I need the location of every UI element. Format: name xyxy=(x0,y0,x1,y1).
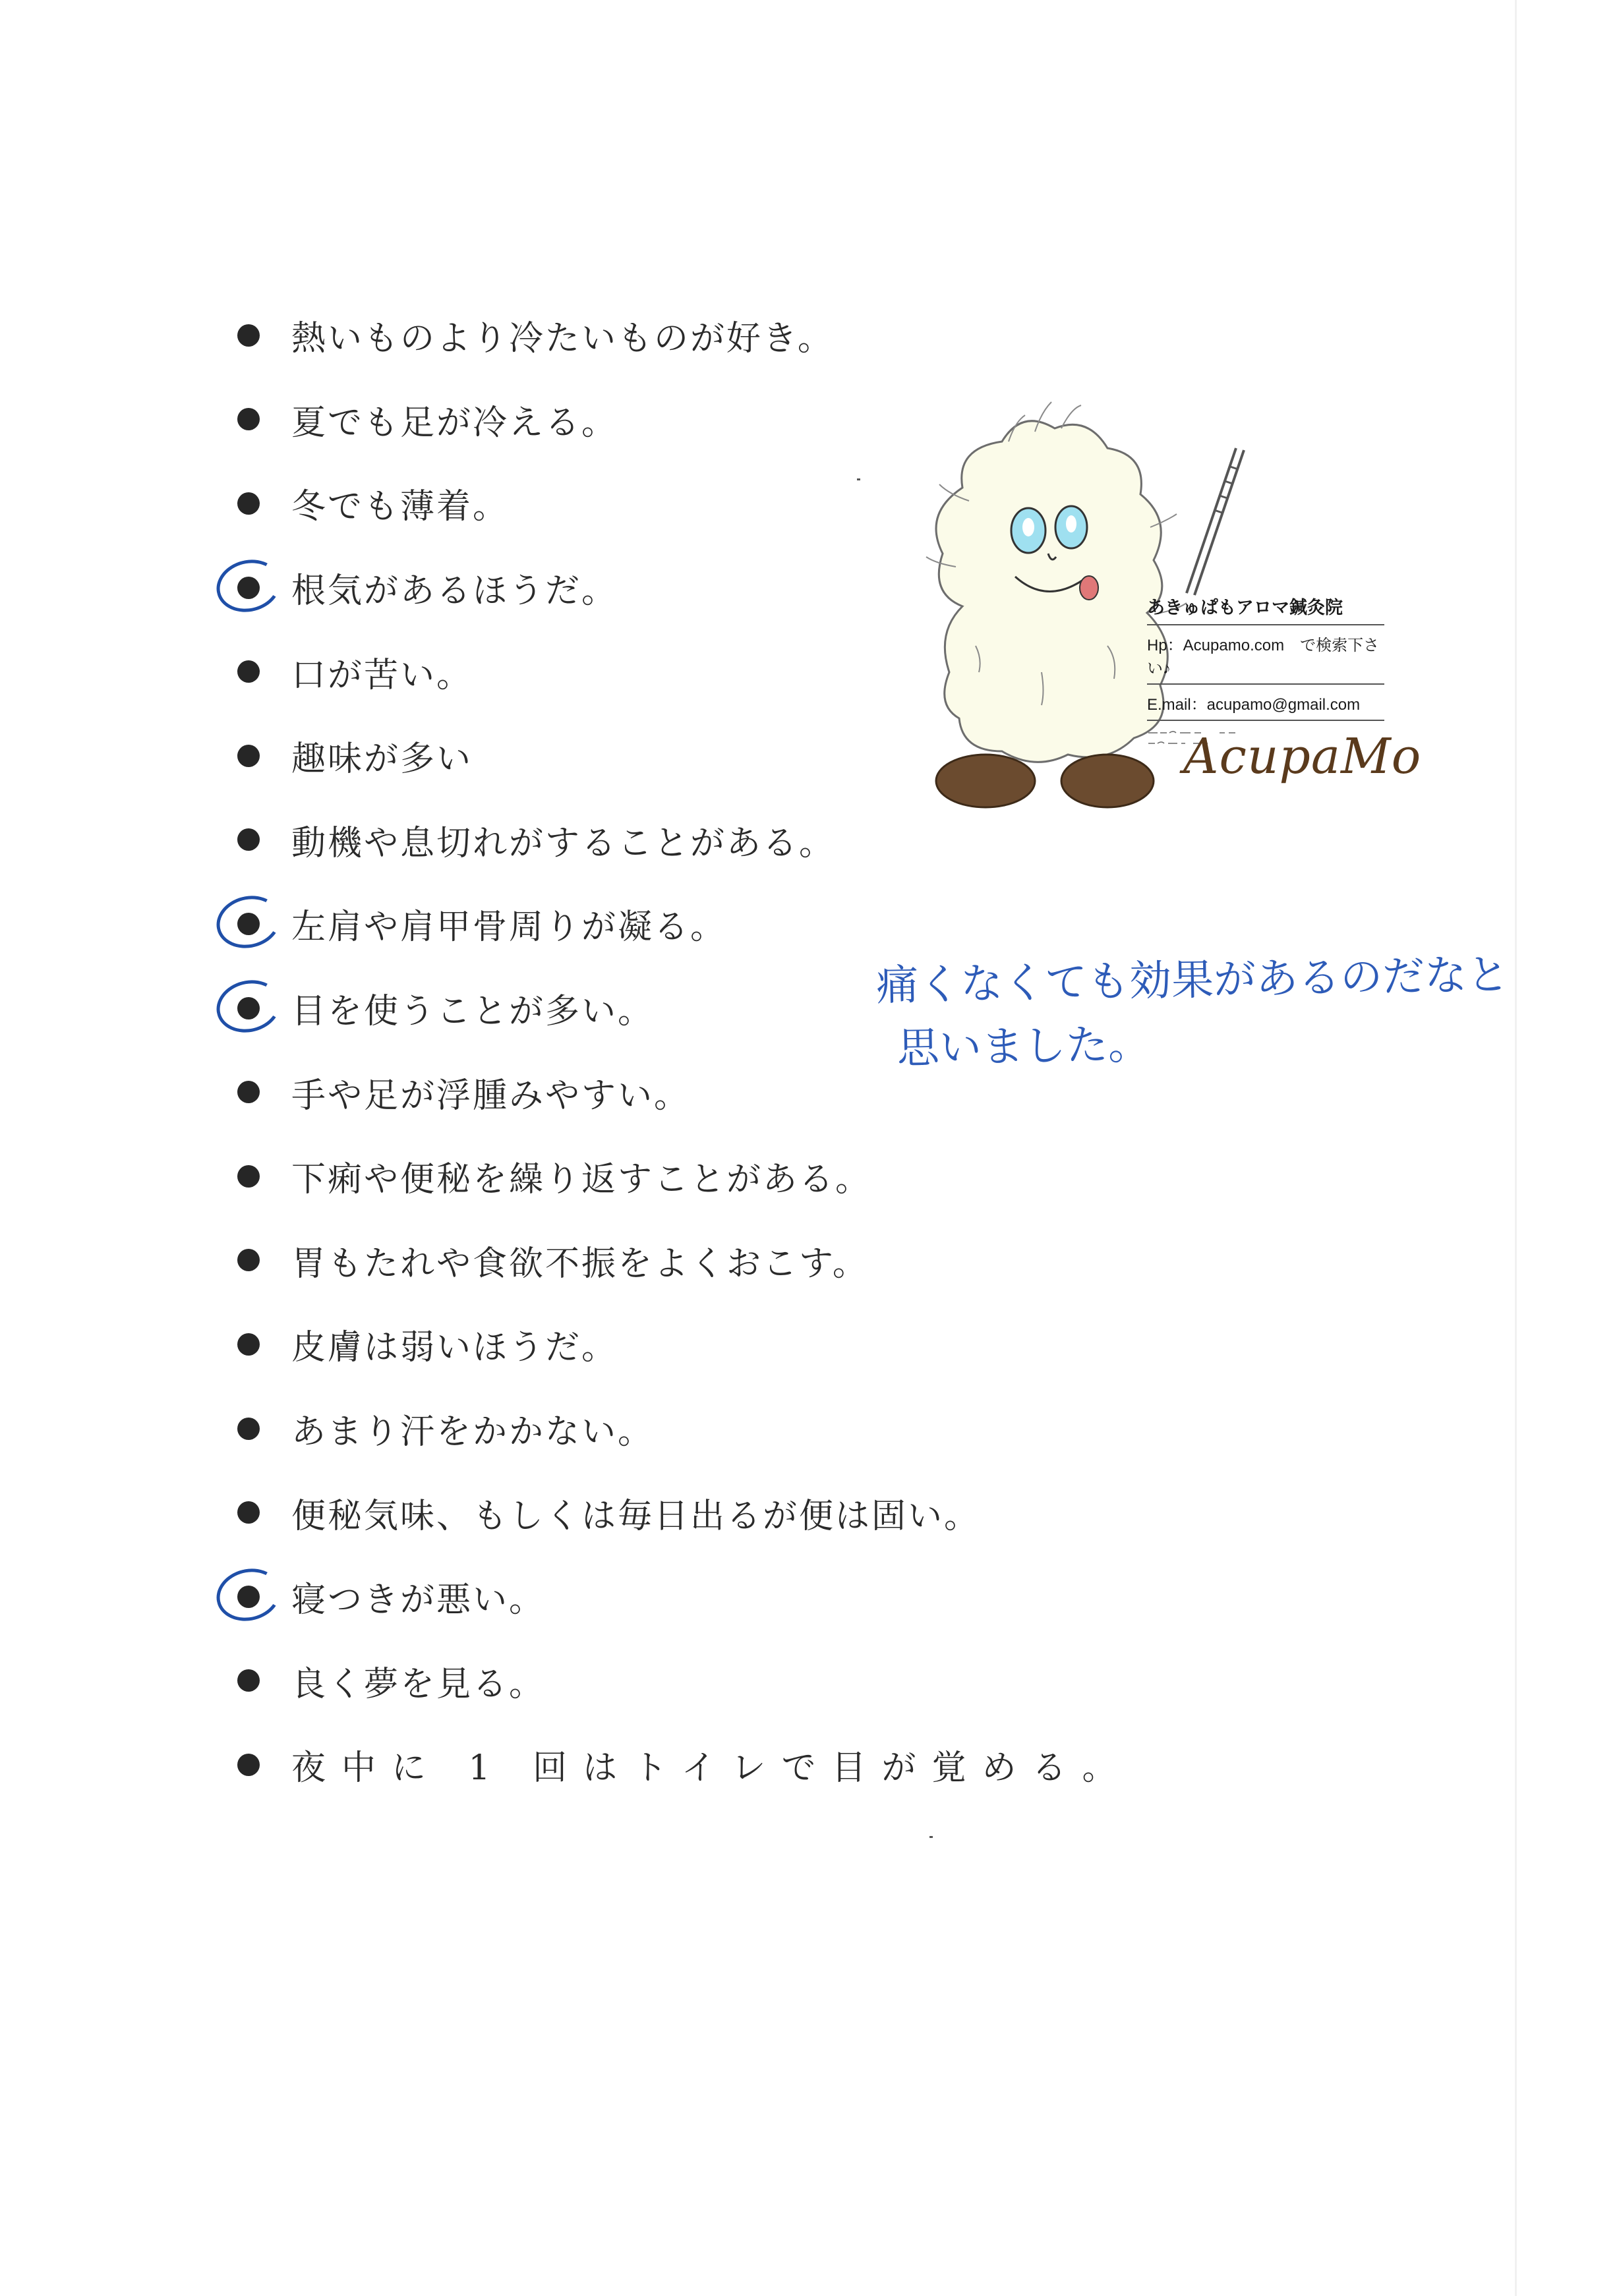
item-text: 手や足が浮腫みやすい。 xyxy=(291,1076,691,1116)
left-foot xyxy=(936,755,1035,807)
item-text: 良く夢を見る。 xyxy=(291,1664,546,1704)
item-text: 夏でも足が冷える。 xyxy=(291,403,618,443)
checklist-item xyxy=(237,1555,1133,1639)
checklist-item xyxy=(237,1639,1133,1723)
item-text: 動機や息切れがすることがある。 xyxy=(291,823,836,863)
item-text: あまり汗をかかない。 xyxy=(291,1412,655,1452)
item-text: 夜中に 1 回はトイレで目が覚める。 xyxy=(291,1748,1133,1789)
comment-line-2: 思いました。 xyxy=(897,1020,1151,1074)
item-text: 左肩や肩甲骨周りが凝る。 xyxy=(291,907,727,948)
checklist-item xyxy=(237,1302,1133,1387)
right-foot xyxy=(1061,755,1154,807)
bullet-icon xyxy=(237,1418,260,1440)
checklist-item xyxy=(237,293,1133,378)
checklist-item xyxy=(237,1219,1133,1303)
clinic-email: E.mail：acupamo@gmail.com xyxy=(1147,691,1384,721)
bullet-icon xyxy=(237,1501,260,1524)
bullet-icon xyxy=(237,1669,260,1692)
scan-speck xyxy=(929,1836,933,1838)
item-text: 寝つきが悪い。 xyxy=(291,1580,546,1621)
hand-drawn-check-circle xyxy=(211,889,286,954)
scan-edge xyxy=(1515,0,1517,2296)
item-text: 根気があるほうだ。 xyxy=(291,571,618,612)
item-text: 口が苦い。 xyxy=(291,655,473,695)
clinic-name: あきゅぱもアロマ鍼灸院 xyxy=(1147,593,1384,625)
item-text: 胃もたれや食欲不振をよくおこす。 xyxy=(291,1244,869,1284)
bullet-icon xyxy=(237,828,260,851)
clinic-website: Hp：Acupamo.com で検索下さい♪ xyxy=(1147,632,1384,685)
item-text: 下痢や便秘を繰り返すことがある。 xyxy=(291,1160,872,1200)
checklist-item xyxy=(237,1723,1133,1807)
bullet-icon xyxy=(237,745,260,767)
tongue xyxy=(1080,576,1098,600)
item-text: 目を使うことが多い。 xyxy=(291,992,655,1032)
bullet-icon xyxy=(237,492,260,515)
acupamo-logo: AcupaMo xyxy=(1183,728,1422,785)
checklist-item xyxy=(237,1134,1133,1219)
bullet-icon xyxy=(237,1249,260,1271)
item-text: 冬でも薄着。 xyxy=(291,487,510,527)
bullet-icon xyxy=(237,1333,260,1356)
bullet-icon xyxy=(237,324,260,347)
item-text: 皮膚は弱いほうだ。 xyxy=(291,1328,618,1368)
item-text: 熱いものより冷たいものが好き。 xyxy=(291,319,834,359)
hand-drawn-check-circle xyxy=(211,553,286,618)
checklist-item xyxy=(237,1387,1133,1471)
bullet-icon xyxy=(237,660,260,683)
bullet-icon xyxy=(237,1081,260,1103)
stick-icon xyxy=(1187,448,1244,595)
item-text: 趣味が多い xyxy=(291,739,473,780)
handwritten-comment xyxy=(875,944,1510,1081)
comment-line-1: 痛くなくても効果があるのだなと xyxy=(875,950,1510,1011)
checklist-item xyxy=(237,1470,1133,1555)
scan-speck xyxy=(857,478,860,480)
bullet-icon xyxy=(237,1754,260,1776)
item-text: 便秘気味、もしくは毎日出るが便は固い。 xyxy=(291,1496,981,1536)
clinic-card xyxy=(910,395,1422,817)
bullet-icon xyxy=(237,1165,260,1188)
hand-drawn-check-circle xyxy=(211,1562,286,1627)
bullet-icon xyxy=(237,408,260,430)
hand-drawn-check-circle xyxy=(211,973,286,1039)
